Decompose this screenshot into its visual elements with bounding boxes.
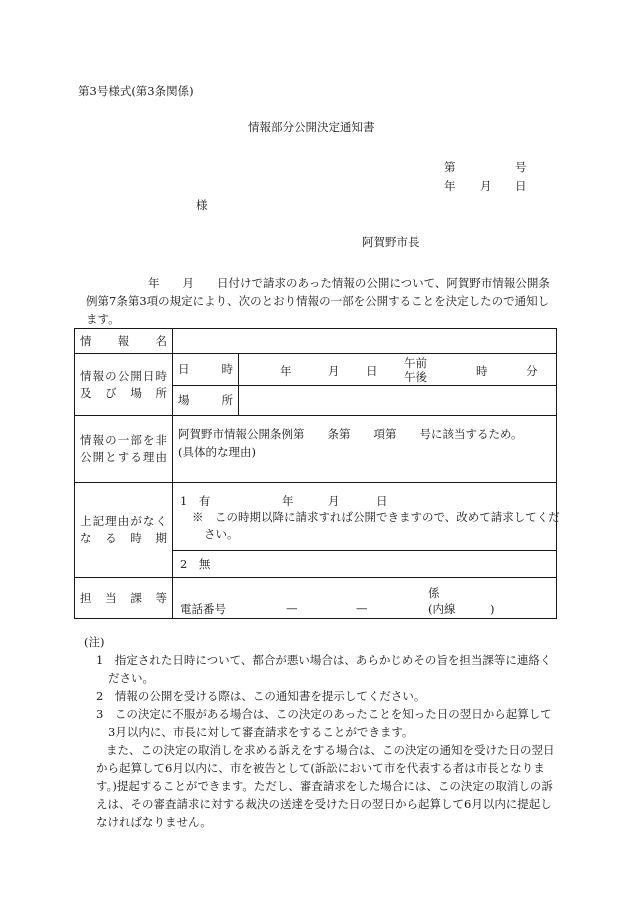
period-yes-cell bbox=[173, 483, 560, 551]
period-label: 上記理由がなくなる時期 bbox=[80, 514, 167, 545]
dt-minute: 分 bbox=[526, 364, 538, 378]
body-text: 年 月 日付けで請求のあった情報の公開について、阿賀野市情報公開条例第7条第3項の規定により、次のとおり情報の一部を公開することを決定したので通知します。 bbox=[86, 276, 550, 326]
reason-label: 情報の一部を非公開とする理由 bbox=[80, 433, 167, 464]
info-name-label-cell bbox=[75, 329, 173, 354]
datetime-label-cell bbox=[173, 354, 239, 386]
pm-label: 午後 bbox=[404, 370, 427, 384]
section-label-cell bbox=[75, 578, 173, 619]
date-day: 日 bbox=[515, 179, 527, 193]
phone-dash-2: — bbox=[356, 600, 368, 615]
date-year: 年 bbox=[444, 179, 456, 193]
datetime-label: 日時 bbox=[178, 362, 233, 376]
section-label: 担当課等 bbox=[80, 590, 167, 605]
section-value bbox=[173, 578, 557, 619]
period-label-cell bbox=[75, 483, 173, 578]
period-yes: 1 有 bbox=[180, 494, 211, 508]
period-year: 年 bbox=[282, 494, 294, 508]
period-no: 2 無 bbox=[180, 557, 211, 571]
body-paragraph bbox=[86, 274, 558, 328]
datetime-value bbox=[239, 354, 557, 386]
note-item-2: 2 情報の公開を受ける際は、この通知書を提示してください。 bbox=[96, 689, 426, 703]
number-dai: 第 bbox=[444, 160, 456, 174]
dt-day: 日 bbox=[366, 364, 378, 378]
notes-heading: (注) bbox=[84, 635, 105, 649]
addressee: 様 bbox=[196, 198, 208, 212]
dt-month: 月 bbox=[328, 364, 340, 378]
dt-year: 年 bbox=[280, 364, 292, 378]
note-continuation: また、この決定の取消しを求める訴えをする場合は、この決定の通知を受けた日の翌日から起算して6月以内に、市を被告として(訴訟において市を代表する者は市長となります。)提起することができます。ただし、審査請求をした場合には、この決定の取消しの訴えは、その審査請求に対する裁決の送達を受けた日の翌日から起算して6月以内に提起しなければなりません。 bbox=[96, 743, 555, 829]
period-day: 日 bbox=[376, 494, 388, 508]
notes-section bbox=[84, 633, 558, 831]
form-id: 第3号様式(第3条関係) bbox=[78, 84, 194, 98]
issuer: 阿賀野市長 bbox=[362, 235, 420, 249]
place-label-cell bbox=[173, 386, 239, 416]
note-item-1: 1 指定された日時について、都合が悪い場合は、あらかじめその旨を担当課等に連絡ください。 bbox=[96, 653, 552, 685]
phone-label: 電話番号 bbox=[180, 601, 226, 616]
am-pm bbox=[404, 356, 427, 384]
period-note: ※ この時期以降に請求すれば公開できますので、改めて請求してください。 bbox=[192, 510, 560, 541]
datetime-place-label: 情報の公開日時及び場所 bbox=[80, 368, 167, 400]
date-month: 月 bbox=[480, 179, 492, 193]
extension-label: (内線 ) bbox=[428, 601, 495, 616]
info-name-value bbox=[173, 329, 557, 354]
period-no-cell bbox=[173, 551, 557, 578]
datetime-place-label-cell bbox=[75, 354, 173, 416]
phone-dash-1: — bbox=[286, 600, 298, 615]
number-go: 号 bbox=[515, 160, 527, 174]
place-label: 場所 bbox=[178, 393, 233, 407]
am-label: 午前 bbox=[404, 356, 427, 370]
reason-line-2: (具体的な理由) bbox=[178, 445, 256, 459]
note-item-3: 3 この決定に不服がある場合は、この決定のあったことを知った日の翌日から起算して3月以内に、市長に対して審査請求をすることができます。 bbox=[96, 707, 552, 739]
info-name-label: 情報名 bbox=[80, 333, 167, 348]
page-title: 情報部分公開決定通知書 bbox=[248, 120, 375, 134]
reason-label-cell bbox=[75, 416, 173, 483]
period-month: 月 bbox=[328, 494, 340, 508]
info-table bbox=[74, 328, 560, 619]
place-value bbox=[239, 386, 557, 416]
kakari-label: 係 bbox=[428, 585, 440, 600]
dt-hour: 時 bbox=[476, 364, 488, 378]
reason-value bbox=[173, 416, 557, 483]
reason-line-1: 阿賀野市情報公開条例第 条第 項第 号に該当するため。 bbox=[178, 427, 523, 441]
